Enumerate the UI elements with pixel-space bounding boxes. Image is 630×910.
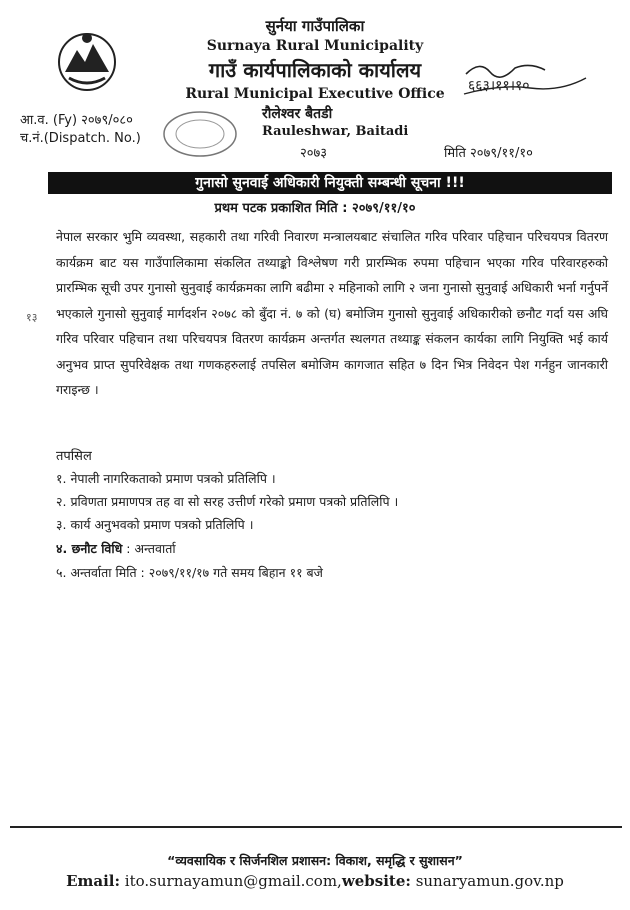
place-name-nepali: रौलेश्वर बैतडी (262, 106, 333, 122)
list-heading: तपसिल (56, 449, 92, 464)
office-name-nepali: गाउँ कार्यपालिकाको कार्यालय (208, 58, 422, 82)
signature-icon (460, 54, 590, 102)
municipality-name-nepali: सुर्नया गाउँपालिका (265, 17, 365, 35)
dispatch-number: च.नं.(Dispatch. No.) (20, 131, 141, 146)
list-item-value: : अन्तवार्ता (126, 541, 176, 556)
list-item-label: ४. छनौट विधि (56, 541, 123, 556)
notice-date: मिति २०७९/११/१० (444, 146, 533, 161)
notice-title-banner: गुनासो सुनवाई अधिकारी नियुक्ती सम्बन्धी सूचना !!! (48, 172, 612, 194)
municipality-name-english: Surnaya Rural Municipality (206, 38, 424, 54)
publication-date: प्रथम पटक प्रकाशित मिति : २०७९/११/१० (214, 201, 416, 216)
list-item (56, 540, 176, 557)
fiscal-year: आ.व. (Fy) २०७९/०८० (20, 113, 133, 128)
list-item: ३. कार्य अनुभवको प्रमाण पत्रको प्रतिलिपि । (56, 517, 254, 532)
list-item: २. प्रविणता प्रमाणपत्र तह वा सो सरह उत्तीर्ण गरेको प्रमाण पत्रको प्रतिलिपि । (56, 494, 399, 509)
footer-divider (10, 826, 622, 828)
signature-number: ६६३।११।१० (468, 78, 530, 94)
place-name-english: Rauleshwar, Baitadi (262, 124, 409, 139)
footer-motto: “व्यवसायिक र सिर्जनशिल प्रशासन: विकाश, समृद्धि र सुशासन” (167, 853, 463, 868)
notice-body: नेपाल सरकार भुमि व्यवस्था, सहकारी तथा गरिवी निवारण मन्त्रालयबाट संचालित गरिव परिवार पहिचान परिचयपत्र वितरण कार्यक्रम बाट यस गाउँपालिकामा संकलित तथ्याङ्को विश्लेषण गरी प्रारम्भिक रुपमा पहिचान भएका गरिव परिवारहरुको प्रारम्भिक सूची उपर गुनासो सुनुवाई कार्यक्रमका लागि बढीमा २ महिनाको लागि २ जना गुनासो सुनुवाई अधिकारी भर्ना गर्नुपर्ने भएकाले गुनासो सुनुवाई मार्गदर्शन २०७८ को बुँदा नं. ७ को (घ) बमोजिम गुनासो सुनुवाई अधिकारीको छनौट गर्दा यस अघि गरिव परिवार पहिचान तथा परिचयपत्र वितरण कार्यक्रम अन्तर्गत स्थलगत तथ्याङ्क संकलन कार्यका लागि नियुक्ति भई कार्य अनुभव प्राप्त सुपरिवेक्षक तथा गणकहरुलाई तपसिल बमोजिम कागजात सहित ७ दिन भित्र निवेदन पेश गर्नहुन जानकारी गराइन्छ । (56, 229, 608, 397)
office-stamp-icon (160, 108, 240, 160)
list-item: ५. अन्तर्वाता मिति : २०७९/११/१७ गते समय बिहान ११ बजे (56, 565, 323, 580)
email-address[interactable]: ito.surnayamun@gmail.com, (120, 872, 342, 890)
margin-mark: १३ (26, 311, 38, 324)
office-name-english: Rural Municipal Executive Office (185, 86, 445, 102)
list-item: १. नेपाली नागरिकताको प्रमाण पत्रको प्रतिलिपि । (56, 471, 276, 486)
footer-contact (0, 872, 630, 890)
established-year: २०७३ (300, 146, 328, 161)
website-url[interactable]: sunaryamun.gov.np (410, 872, 564, 890)
email-label: Email: (66, 872, 121, 890)
website-label: website: (341, 872, 411, 890)
